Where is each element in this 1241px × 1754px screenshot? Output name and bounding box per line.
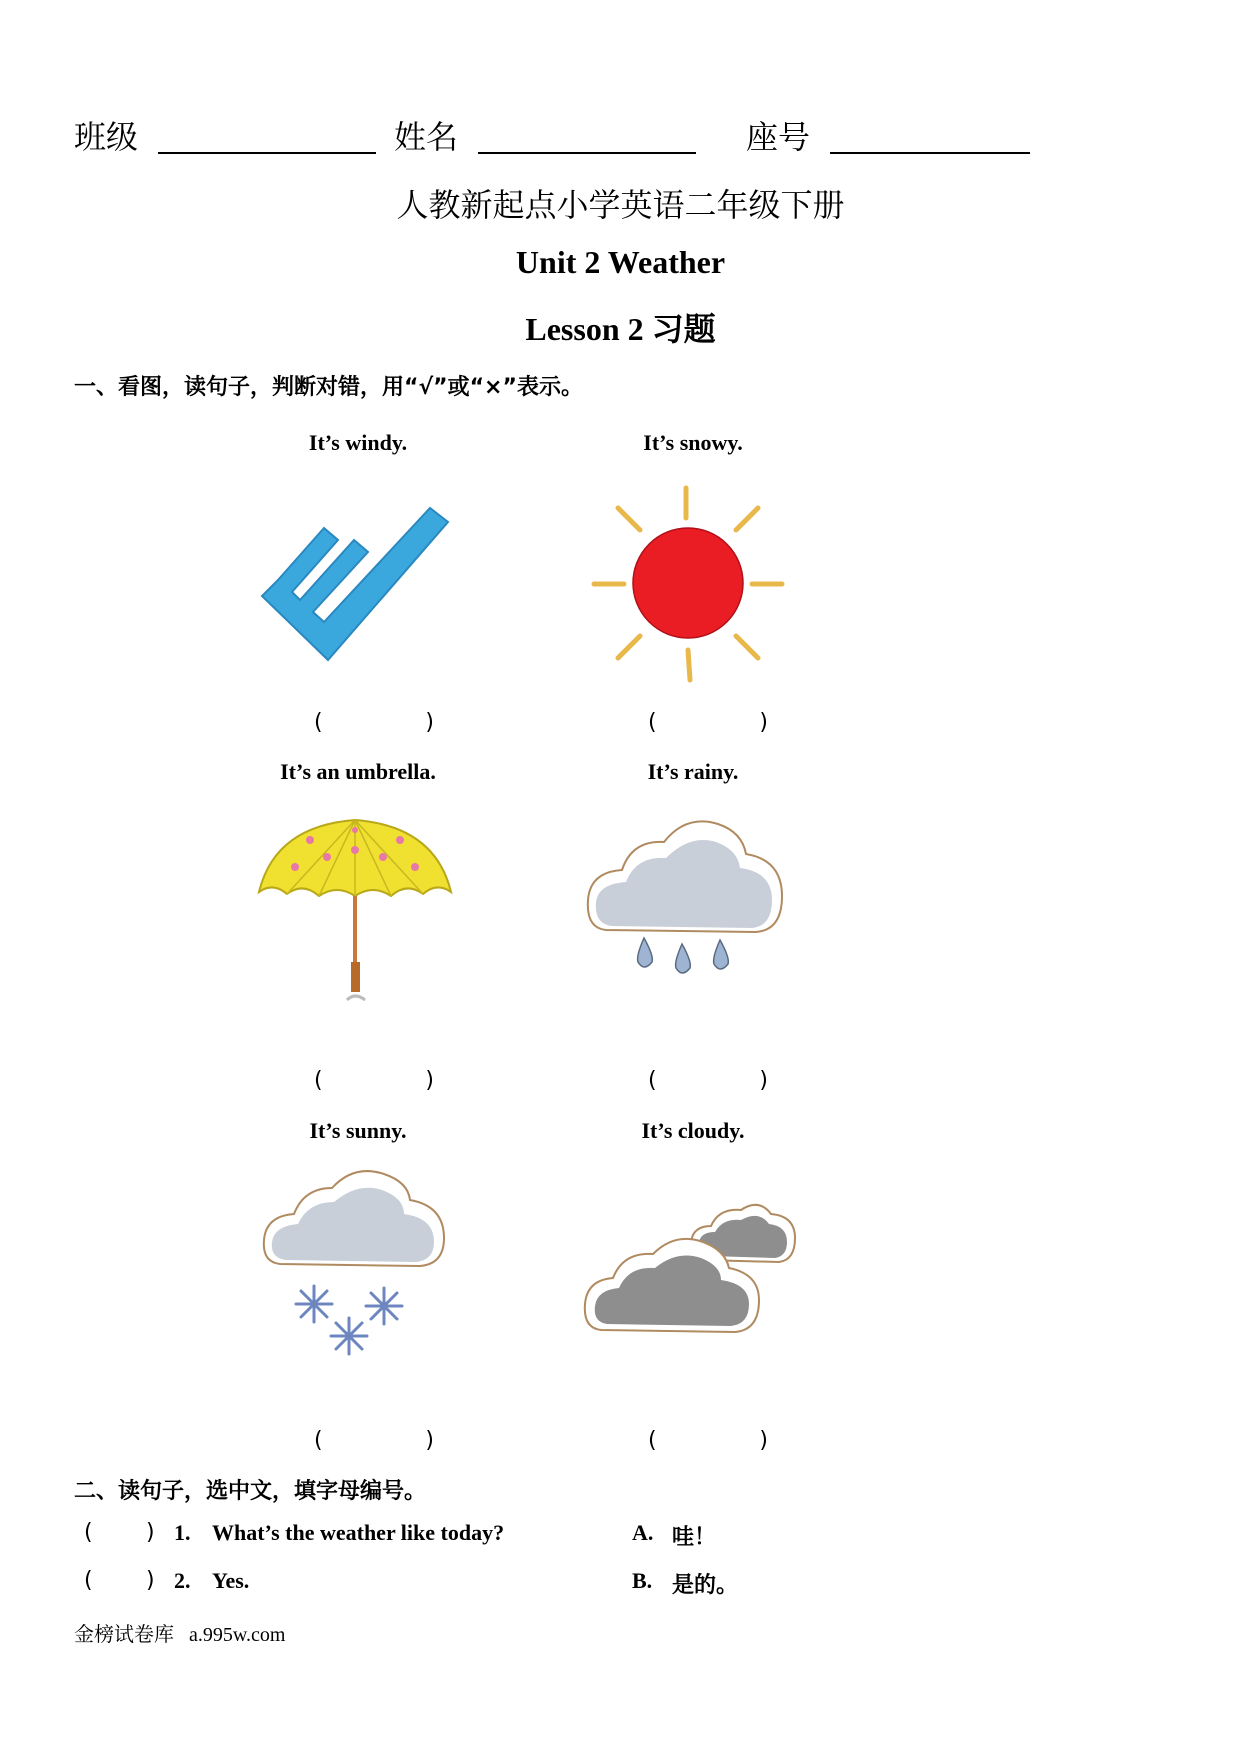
class-field[interactable] — [158, 152, 376, 154]
lesson-title: Lesson 2 习题 — [525, 311, 716, 347]
seat-label: 座号 — [746, 118, 811, 156]
option-b-letter: B. — [632, 1568, 653, 1593]
section2-instruction: 二、读句子，选中文，填字母编号。 — [74, 1479, 427, 1504]
rain-cloud-icon — [586, 810, 786, 990]
item2-answer[interactable]: ( ) — [648, 710, 768, 735]
unit-title: Unit 2 Weather — [515, 244, 726, 280]
footer-url[interactable]: a.995w.com — [189, 1624, 286, 1646]
item5-sentence: It’s sunny. — [309, 1118, 407, 1143]
item5-answer[interactable]: ( ) — [314, 1428, 434, 1453]
footer-source: 金榜试卷库 — [74, 1622, 174, 1646]
option-a-letter: A. — [632, 1520, 654, 1545]
snow-cloud-icon — [262, 1164, 452, 1354]
item3-answer[interactable]: ( ) — [314, 1068, 434, 1093]
name-label: 姓名 — [394, 118, 459, 156]
question2-answer-close: ) — [146, 1568, 155, 1593]
item6-sentence: It’s cloudy. — [641, 1118, 745, 1143]
question2-answer-open[interactable]: ( — [84, 1568, 93, 1593]
question1-answer-open[interactable]: ( — [84, 1520, 93, 1545]
option-a-text: 哇！ — [672, 1525, 717, 1550]
option-b-text: 是的。 — [672, 1573, 739, 1598]
section1-instruction: 一、看图，读句子，判断对错，用“√”或“×”表示。 — [74, 375, 583, 400]
seat-field[interactable] — [830, 152, 1030, 154]
item1-sentence: It’s windy. — [308, 430, 408, 455]
name-field[interactable] — [478, 152, 696, 154]
item6-answer[interactable]: ( ) — [648, 1428, 768, 1453]
question1-answer-close: ) — [146, 1520, 155, 1545]
question1-text: What’s the weather like today? — [212, 1520, 505, 1545]
wind-icon — [258, 500, 458, 675]
clouds-icon — [583, 1196, 803, 1336]
class-label: 班级 — [74, 118, 139, 156]
umbrella-icon — [255, 812, 455, 1012]
item4-sentence: It’s rainy. — [647, 759, 739, 784]
item1-answer[interactable]: ( ) — [314, 710, 434, 735]
footer — [74, 1618, 285, 1647]
question2-text: Yes. — [212, 1568, 250, 1593]
item4-answer[interactable]: ( ) — [648, 1068, 768, 1093]
item3-sentence: It’s an umbrella. — [280, 759, 436, 784]
question1-number: 1. — [174, 1520, 191, 1545]
item2-sentence: It’s snowy. — [643, 430, 743, 455]
sun-icon — [588, 484, 788, 684]
question2-number: 2. — [174, 1568, 191, 1593]
textbook-title: 人教新起点小学英语二年级下册 — [396, 186, 845, 224]
